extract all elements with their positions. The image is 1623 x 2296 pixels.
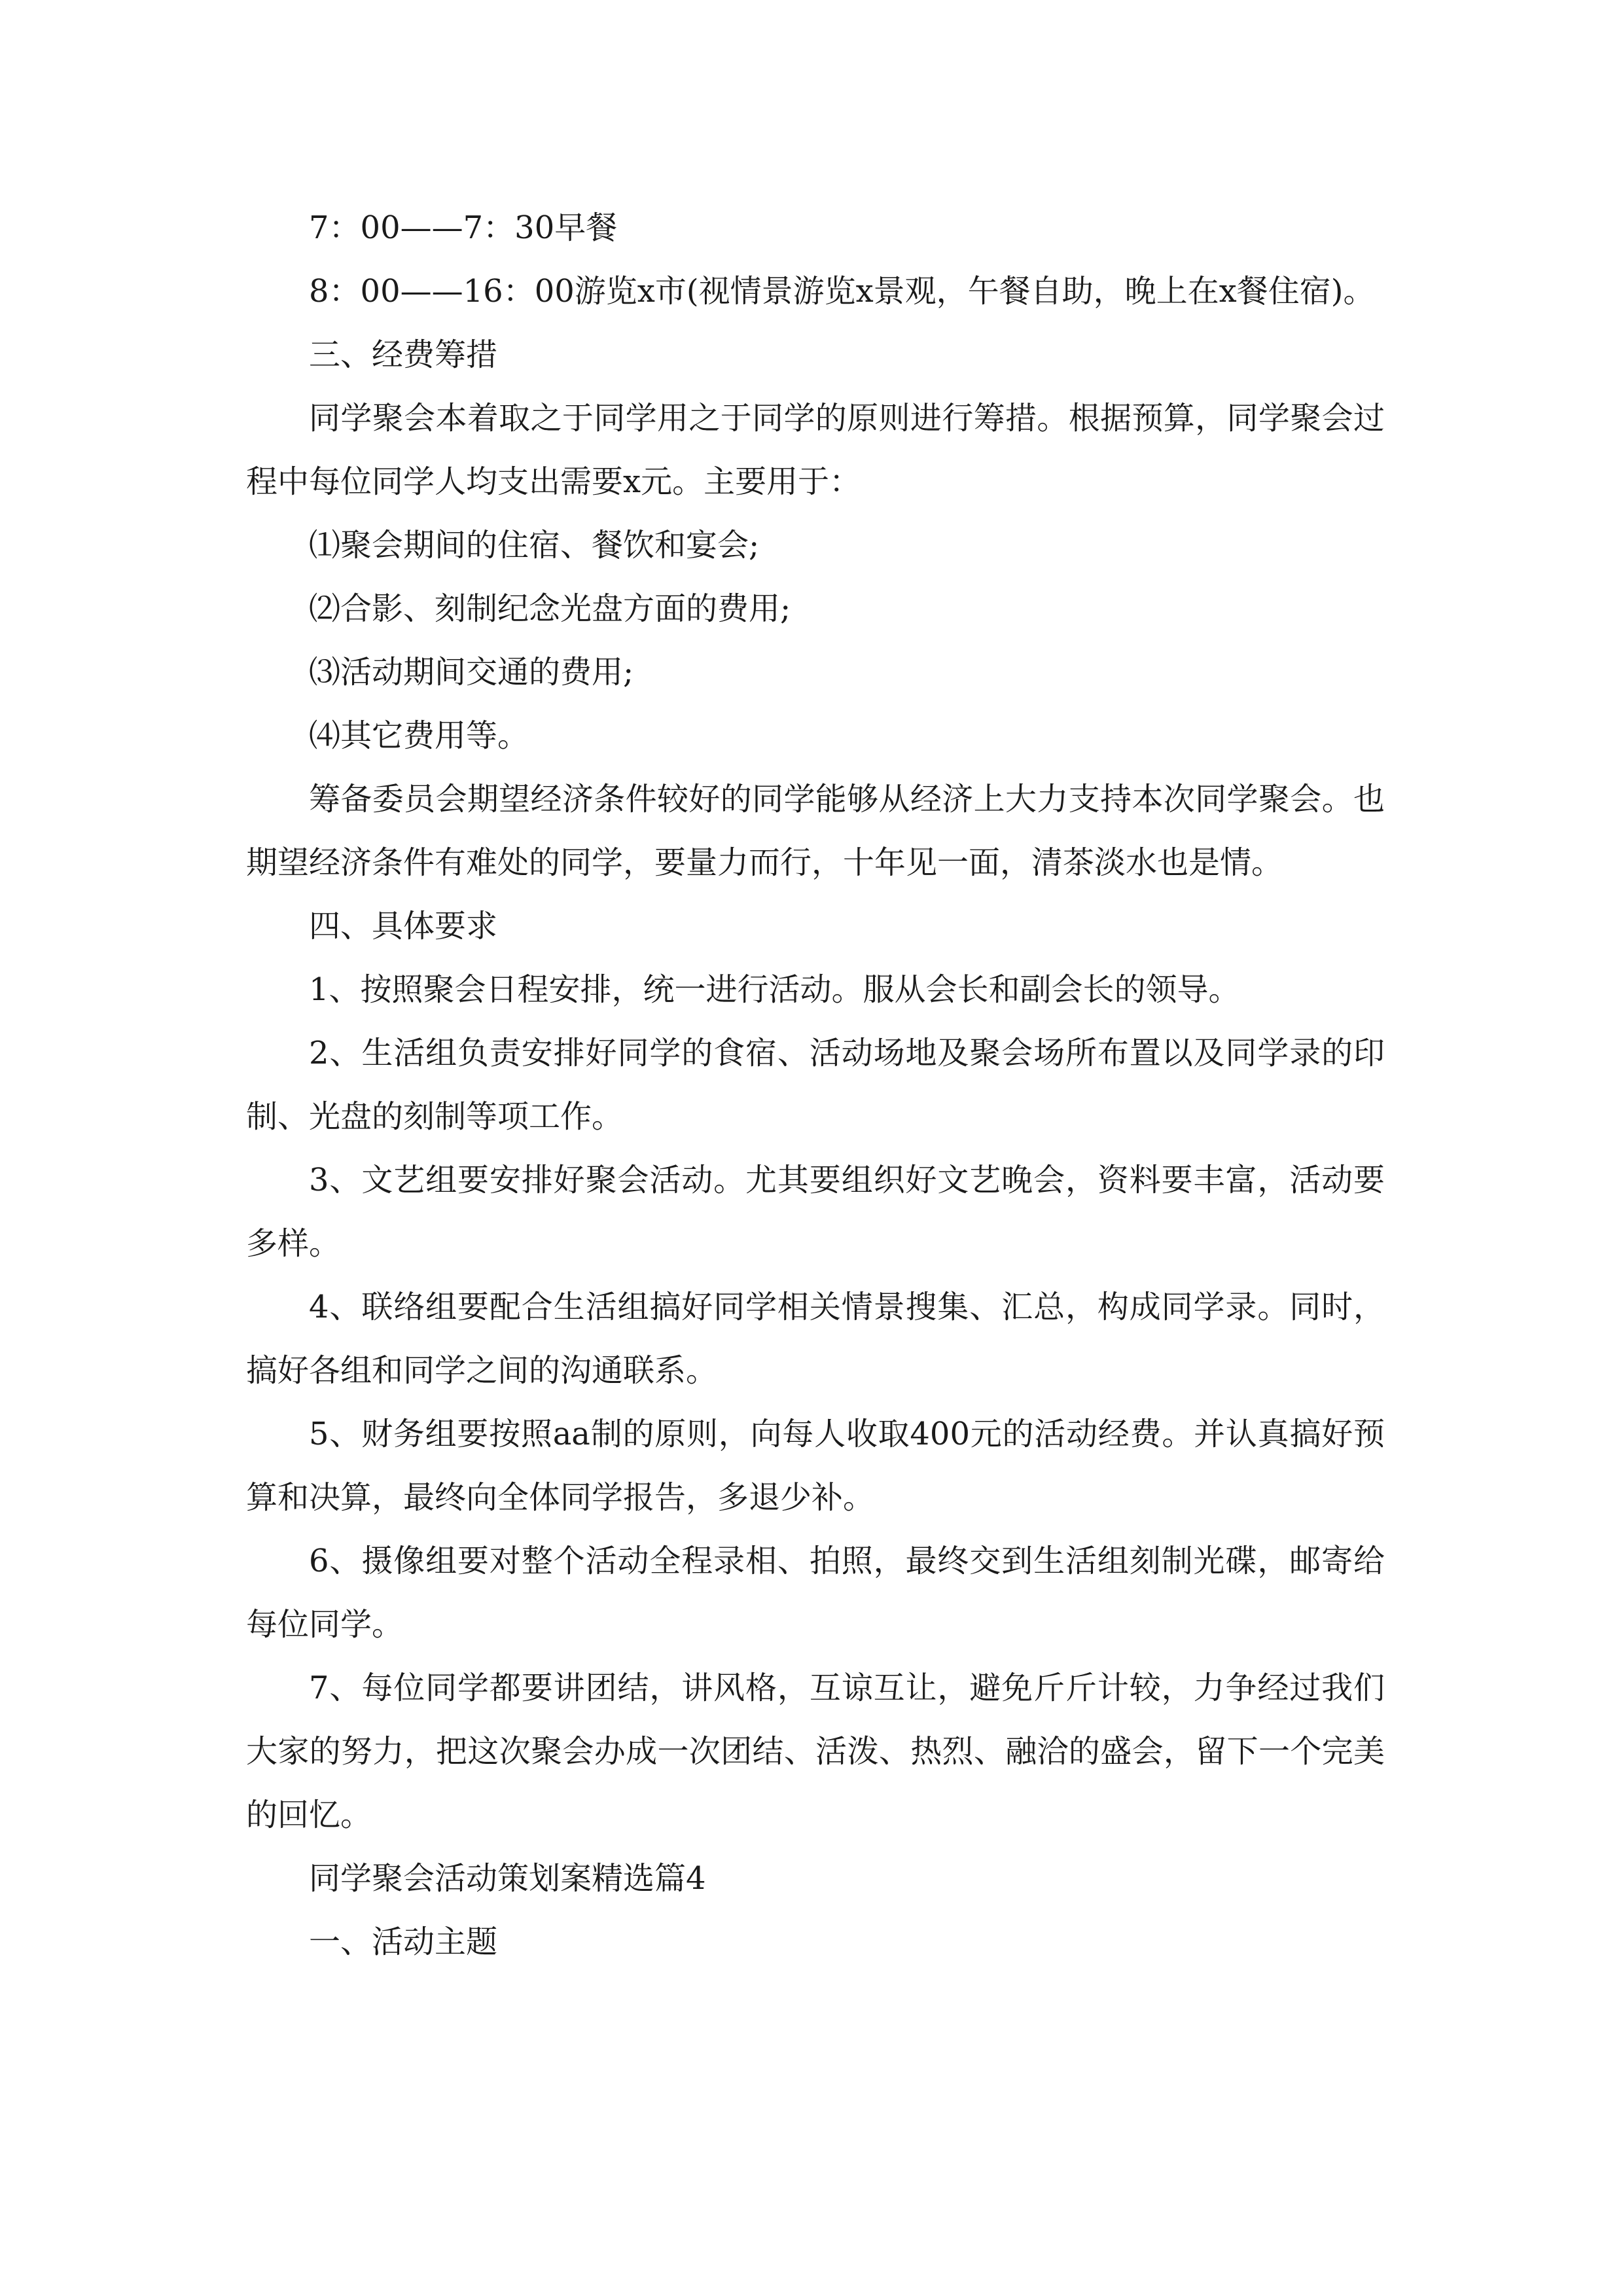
requirement-2: 2、生活组负责安排好同学的食宿、活动场地及聚会场所布置以及同学录的印制、光盘的刻制等项工作。: [246, 1035, 1385, 1135]
funding-paragraph: 同学聚会本着取之于同学用之于同学的原则进行筹措。根据预算，同学聚会过程中每位同学人均支出需要x元。主要用于：: [246, 400, 1385, 500]
document-body: [246, 196, 1385, 1974]
section-heading-funding: 三、经费筹措: [309, 336, 498, 373]
requirement-4: 4、联络组要配合生活组搞好同学相关情景搜集、汇总，构成同学录。同时，搞好各组和同学之间的沟通联系。: [246, 1289, 1385, 1389]
requirement-6: 6、摄像组要对整个活动全程录相、拍照，最终交到生活组刻制光碟，邮寄给每位同学。: [246, 1543, 1385, 1643]
funding-item-3: ⑶活动期间交通的费用;: [309, 654, 634, 691]
section-heading-theme: 一、活动主题: [309, 1924, 498, 1960]
requirement-7: 7、每位同学都要讲团结，讲风格，互谅互让，避免斤斤计较，力争经过我们大家的努力，把这次聚会办成一次团结、活泼、热烈、融洽的盛会，留下一个完美的回忆。: [246, 1670, 1385, 1833]
article-title: 同学聚会活动策划案精选篇4: [309, 1860, 706, 1897]
requirement-3: 3、文艺组要安排好聚会活动。尤其要组织好文艺晚会，资料要丰富，活动要多样。: [246, 1162, 1385, 1262]
support-paragraph: 筹备委员会期望经济条件较好的同学能够从经济上大力支持本次同学聚会。也期望经济条件有难处的同学，要量力而行，十年见一面，清茶淡水也是情。: [246, 781, 1385, 881]
requirement-1: 1、按照聚会日程安排，统一进行活动。服从会长和副会长的领导。: [309, 971, 1240, 1008]
schedule-sightseeing: 8：00——16：00游览x市(视情景游览x景观，午餐自助，晚上在x餐住宿)。: [309, 273, 1375, 310]
funding-item-4: ⑷其它费用等。: [309, 717, 529, 754]
requirement-5: 5、财务组要按照aa制的原则，向每人收取400元的活动经费。并认真搞好预算和决算，最终向全体同学报告，多退少补。: [246, 1416, 1385, 1516]
funding-item-1: ⑴聚会期间的住宿、餐饮和宴会;: [309, 527, 760, 564]
schedule-breakfast: 7：00——7：30早餐: [309, 209, 618, 246]
section-heading-requirements: 四、具体要求: [309, 908, 498, 944]
funding-item-2: ⑵合影、刻制纪念光盘方面的费用;: [309, 590, 791, 627]
